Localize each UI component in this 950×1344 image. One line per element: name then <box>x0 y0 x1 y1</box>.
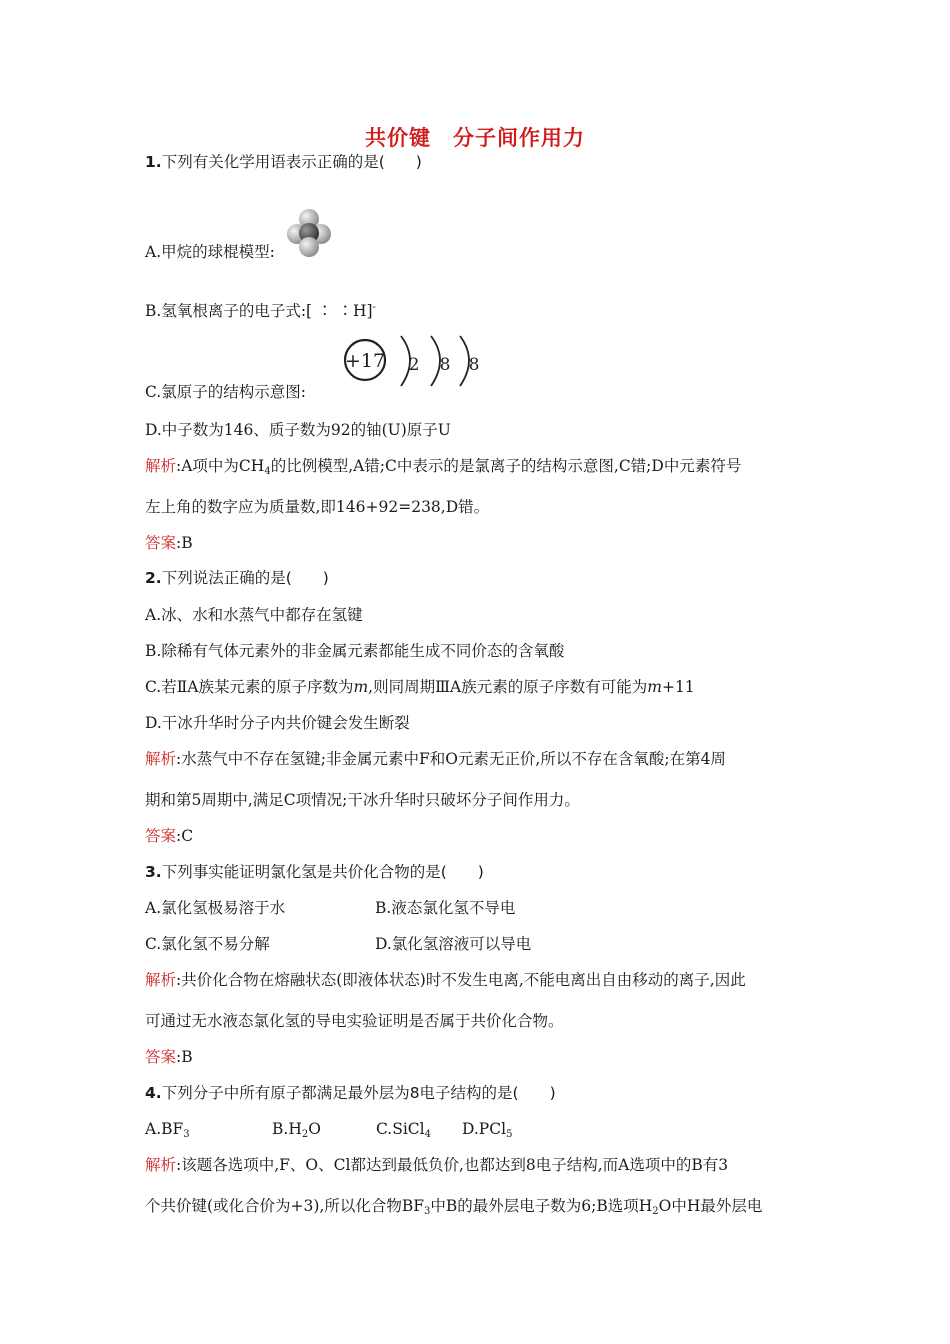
q2-answer: 答案:C <box>145 827 194 845</box>
q2-option-c: C.若ⅡA族某元素的原子序数为m,则同周期ⅢA族元素的原子序数有可能为m+11 <box>145 678 695 696</box>
q3-explanation-line1: 解析:共价化合物在熔融状态(即液体状态)时不发生电离,不能电离出自由移动的离子,因此 <box>145 971 746 989</box>
q4-option-b: $B.H_2O$ <box>272 1120 321 1140</box>
q1-number: 1. <box>145 153 162 171</box>
q1-option-c: C.氯原子的结构示意图: <box>145 383 306 401</box>
q1-option-a: A.甲烷的球棍模型: <box>145 243 275 261</box>
q1-answer: 答案:B <box>145 534 193 552</box>
q3-number: 3. <box>145 863 162 881</box>
shell-2-label: 8 <box>439 355 451 375</box>
q4-explanation-line1: 解析:该题各选项中,F、O、Cl都达到最低负价,也都达到8电子结构,而A选项中的B有3 <box>145 1156 729 1174</box>
q1-stem: 1.下列有关化学用语表示正确的是( ) <box>145 153 422 171</box>
q2-option-b: B.除稀有气体元素外的非金属元素都能生成不同价态的含氧酸 <box>145 642 565 660</box>
q1-explanation-line1: 解析:A项中为$CH_4$的比例模型,A错;C中表示的是氯离子的结构示意图,C错;D中元素符号 <box>145 457 742 477</box>
q4-option-a: $A.BF_3$ <box>145 1120 190 1140</box>
q3-option-a: A.氯化氢极易溶于水 <box>145 899 286 917</box>
q2-explanation-line1: 解析:水蒸气中不存在氢键;非金属元素中F和O元素无正价,所以不存在含氧酸;在第4周 <box>145 750 726 768</box>
methane-model-image <box>286 208 332 258</box>
q4-number: 4. <box>145 1084 162 1102</box>
shell-1-label: 2 <box>408 355 420 375</box>
q3-option-c: C.氯化氢不易分解 <box>145 935 270 953</box>
q4-explanation-line2: 个共价键(或化合价为+3),所以化合物$BF_3$中B的最外层电子数为6;B选项$H_2O$中H最外层电 <box>145 1197 763 1217</box>
q3-option-d: D.氯化氢溶液可以导电 <box>375 935 532 953</box>
q2-option-d: D.干冰升华时分子内共价键会发生断裂 <box>145 714 410 732</box>
q4-option-d: D.PCl$_5$ <box>462 1120 513 1140</box>
q1-option-d: D.中子数为146、质子数为92的铀(U)原子U <box>145 421 451 439</box>
q4-stem: 4.下列分子中所有原子都满足最外层为8电子结构的是( ) <box>145 1084 556 1102</box>
q2-stem: 2.下列说法正确的是( ) <box>145 569 329 587</box>
q3-option-b: B.液态氯化氢不导电 <box>375 899 516 917</box>
page-title: 共价键 分子间作用力 <box>365 126 585 150</box>
q3-answer: 答案:B <box>145 1048 193 1066</box>
q4-option-c: C.SiCl$_4$ <box>376 1120 432 1140</box>
q2-number: 2. <box>145 569 162 587</box>
atom-nucleus-label: +17 <box>344 350 386 372</box>
shell-3-label: 8 <box>468 355 480 375</box>
q2-option-a: A.冰、水和水蒸气中都存在氢键 <box>145 606 363 624</box>
q1-explanation-line2: 左上角的数字应为质量数,即146+92=238,D错。 <box>145 498 490 516</box>
q2-explanation-line2: 期和第5周期中,满足C项情况;干冰升华时只破坏分子间作用力。 <box>145 791 580 809</box>
q3-explanation-line2: 可通过无水液态氯化氢的导电实验证明是否属于共价化合物。 <box>145 1012 564 1030</box>
q3-stem: 3.下列事实能证明氯化氢是共价化合物的是( ) <box>145 863 484 881</box>
chlorine-structure-diagram <box>343 332 493 392</box>
q1-option-b: B.氢氧根离子的电子式:[ ∶ ∶H]- <box>145 302 376 320</box>
